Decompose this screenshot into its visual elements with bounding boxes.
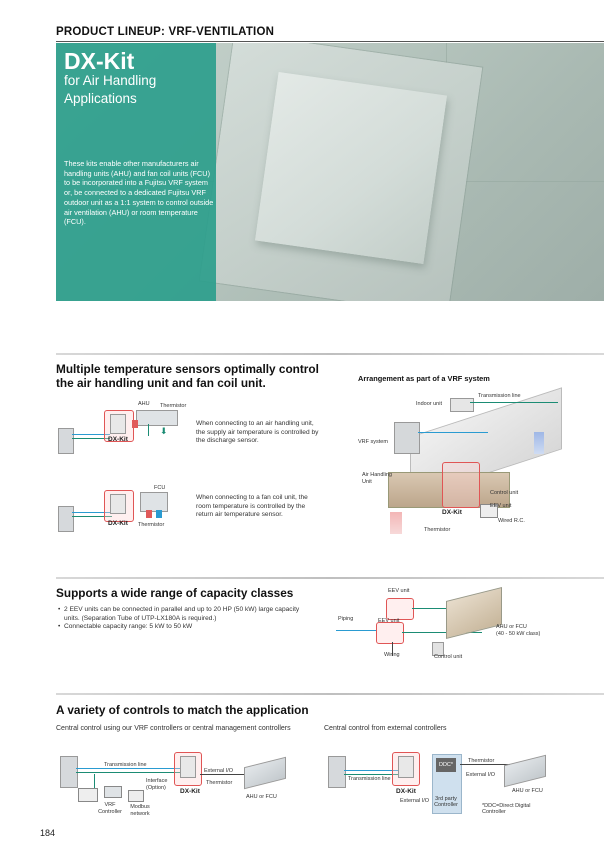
right-ahu-fcu-label: AHU or FCU (512, 788, 543, 794)
air-handling-unit-label: Air Handling Unit (362, 472, 392, 485)
ahu-thermistor-label: Thermistor (160, 403, 187, 409)
ahu-fcu-icon (244, 757, 286, 789)
transmission-line-label: Transmission line (478, 393, 521, 399)
ahu-fcu-label: AHU or FCU (496, 624, 527, 630)
section3-separator (56, 693, 604, 695)
page-number: 184 (40, 828, 56, 838)
vrf-system-label: VRF system (358, 439, 388, 445)
arrow-down-icon: ⬇ (160, 426, 168, 436)
fcu-thermistor-label: Thermistor (138, 522, 165, 528)
capacity-diagram (336, 586, 556, 664)
ahu-fcu-class-label: (40 - 50 kW class) (496, 631, 541, 637)
hero-subtitle-line1: for Air Handling (64, 73, 157, 88)
left-ahu-fcu-label: AHU or FCU (246, 794, 277, 800)
hero-subtitle (64, 72, 204, 108)
ahu-unit (136, 410, 178, 426)
interface-icon (104, 786, 122, 798)
piping-label: Piping (338, 616, 354, 622)
left-dxkit-label: DX-Kit (180, 788, 200, 795)
wired-rc-label: Wired R.C. (498, 518, 525, 524)
hero-description: These kits enable other manufacturers air handling units (AHU) and fan coil units (FCU) to be incorporated into a Fujitsu VRF system or, be connected to a dedicated Fujitsu VRF outdoor unit as a 1:1 system to control outside air ventilation (AHU) or room temperature (FCU). (64, 159, 214, 227)
eev-box (376, 622, 404, 644)
section2-title: Supports a wide range of capacity classes (56, 586, 294, 600)
right-thermistor-label: Thermistor (468, 758, 495, 764)
right-dxkit-label: DX-Kit (396, 788, 416, 795)
fcu-label: FCU (154, 485, 166, 491)
hero-subtitle-line2: Applications (64, 91, 137, 106)
control-unit-label: Control unit (434, 654, 463, 660)
external-io-label: External I/O (204, 768, 234, 774)
vrf-outdoor-unit (394, 422, 420, 454)
section2-separator (56, 577, 604, 579)
dxkit-box (442, 462, 480, 508)
dxkit-unit (110, 414, 126, 434)
wiring-label: Wiring (384, 652, 400, 658)
ddc-label: DDC* (436, 758, 456, 772)
ahu-dxkit-label: DX-Kit (108, 436, 128, 443)
indoor-unit-icon (450, 398, 474, 412)
ahu-label: AHU (138, 401, 150, 407)
page-header: PRODUCT LINEUP: VRF-VENTILATION (56, 26, 275, 38)
vrf-controller-diagram (58, 748, 306, 818)
eev-box-top (386, 598, 414, 620)
bullet-item: • 2 EEV units can be connected in parallel and up to 20 HP (50 kW) large capacity units. (Separation Tube of UTP-LX180A is required.) (58, 606, 318, 623)
bullet-item: • Connectable capacity range: 5 kW to 50 kW (58, 623, 193, 631)
ahu-fcu-icon (446, 587, 502, 639)
external-controller-diagram (326, 748, 552, 818)
hero-title: DX-Kit (64, 48, 135, 74)
fcu-description: When connecting to a fan coil unit, the room temperature is controlled by the return air temperature sensor. (196, 494, 308, 519)
section1-separator (56, 353, 604, 355)
outdoor-unit (58, 428, 74, 454)
dxkit-unit (110, 494, 126, 514)
ddc-footnote: *DDC=Direct Digital Controller (482, 803, 531, 815)
arrangement-thermistor-label: Thermistor (424, 527, 451, 533)
vrf-arrangement-diagram (350, 388, 560, 540)
right-transmission-line-label: Transmission line (348, 776, 391, 782)
section1-title (56, 362, 319, 390)
ahu-description: When connecting to an air handling unit, the supply air temperature is controlled by the discharge sensor. (196, 420, 319, 445)
indoor-unit-label: Indoor unit (416, 401, 442, 407)
ahu-fcu-icon (504, 755, 546, 787)
section1-title-line2: the air handling unit and fan coil unit. (56, 376, 266, 390)
modbus-label: Modbus network (130, 804, 150, 817)
right-external-io-label: External I/O (400, 798, 430, 804)
section3-left-caption: Central control using our VRF controllers or central management controllers (56, 725, 291, 732)
eev-unit-label: EEV unit (490, 503, 512, 509)
transmission-line-label: Transmission line (104, 762, 147, 768)
ceiling-grille (255, 72, 447, 264)
dxkit-unit (180, 756, 196, 778)
fcu-connection-diagram (56, 482, 192, 532)
bullet-text: Connectable capacity range: 5 kW to 50 kW (64, 623, 193, 631)
external-io-top-label: External I/O (466, 772, 496, 778)
modbus-icon (128, 790, 144, 802)
eev-unit-top-label: EEV unit (388, 588, 410, 594)
left-thermistor-label: Thermistor (206, 780, 233, 786)
third-party-label: 3rd party Controller (434, 796, 458, 808)
interface-label: Interface (Option) (146, 778, 168, 791)
fcu-unit (140, 492, 168, 512)
section2-bullets (58, 606, 318, 632)
bullet-text: 2 EEV units can be connected in parallel and up to 20 HP (50 kW) large capacity units. (Separation Tube of UTP-LX180A is required.) (64, 606, 300, 622)
dxkit-unit (398, 756, 414, 778)
ahu-connection-diagram (56, 398, 192, 460)
control-unit-label: Control unit (490, 490, 519, 496)
arrangement-title: Arrangement as part of a VRF system (358, 374, 490, 383)
section1-title-line1: Multiple temperature sensors optimally control (56, 362, 319, 376)
outdoor-unit (328, 756, 346, 788)
header-rule (56, 41, 604, 42)
section3-title: A variety of controls to match the application (56, 703, 309, 717)
arrangement-dxkit-label: DX-Kit (442, 509, 462, 516)
section3-right-caption: Central control from external controllers (324, 725, 447, 732)
vrf-controller-icon (78, 788, 98, 802)
vrf-controller-label: VRF Controller (98, 802, 122, 815)
eev-unit-label: EEV unit (378, 618, 400, 624)
outdoor-unit (58, 506, 74, 532)
fcu-dxkit-label: DX-Kit (108, 520, 128, 527)
